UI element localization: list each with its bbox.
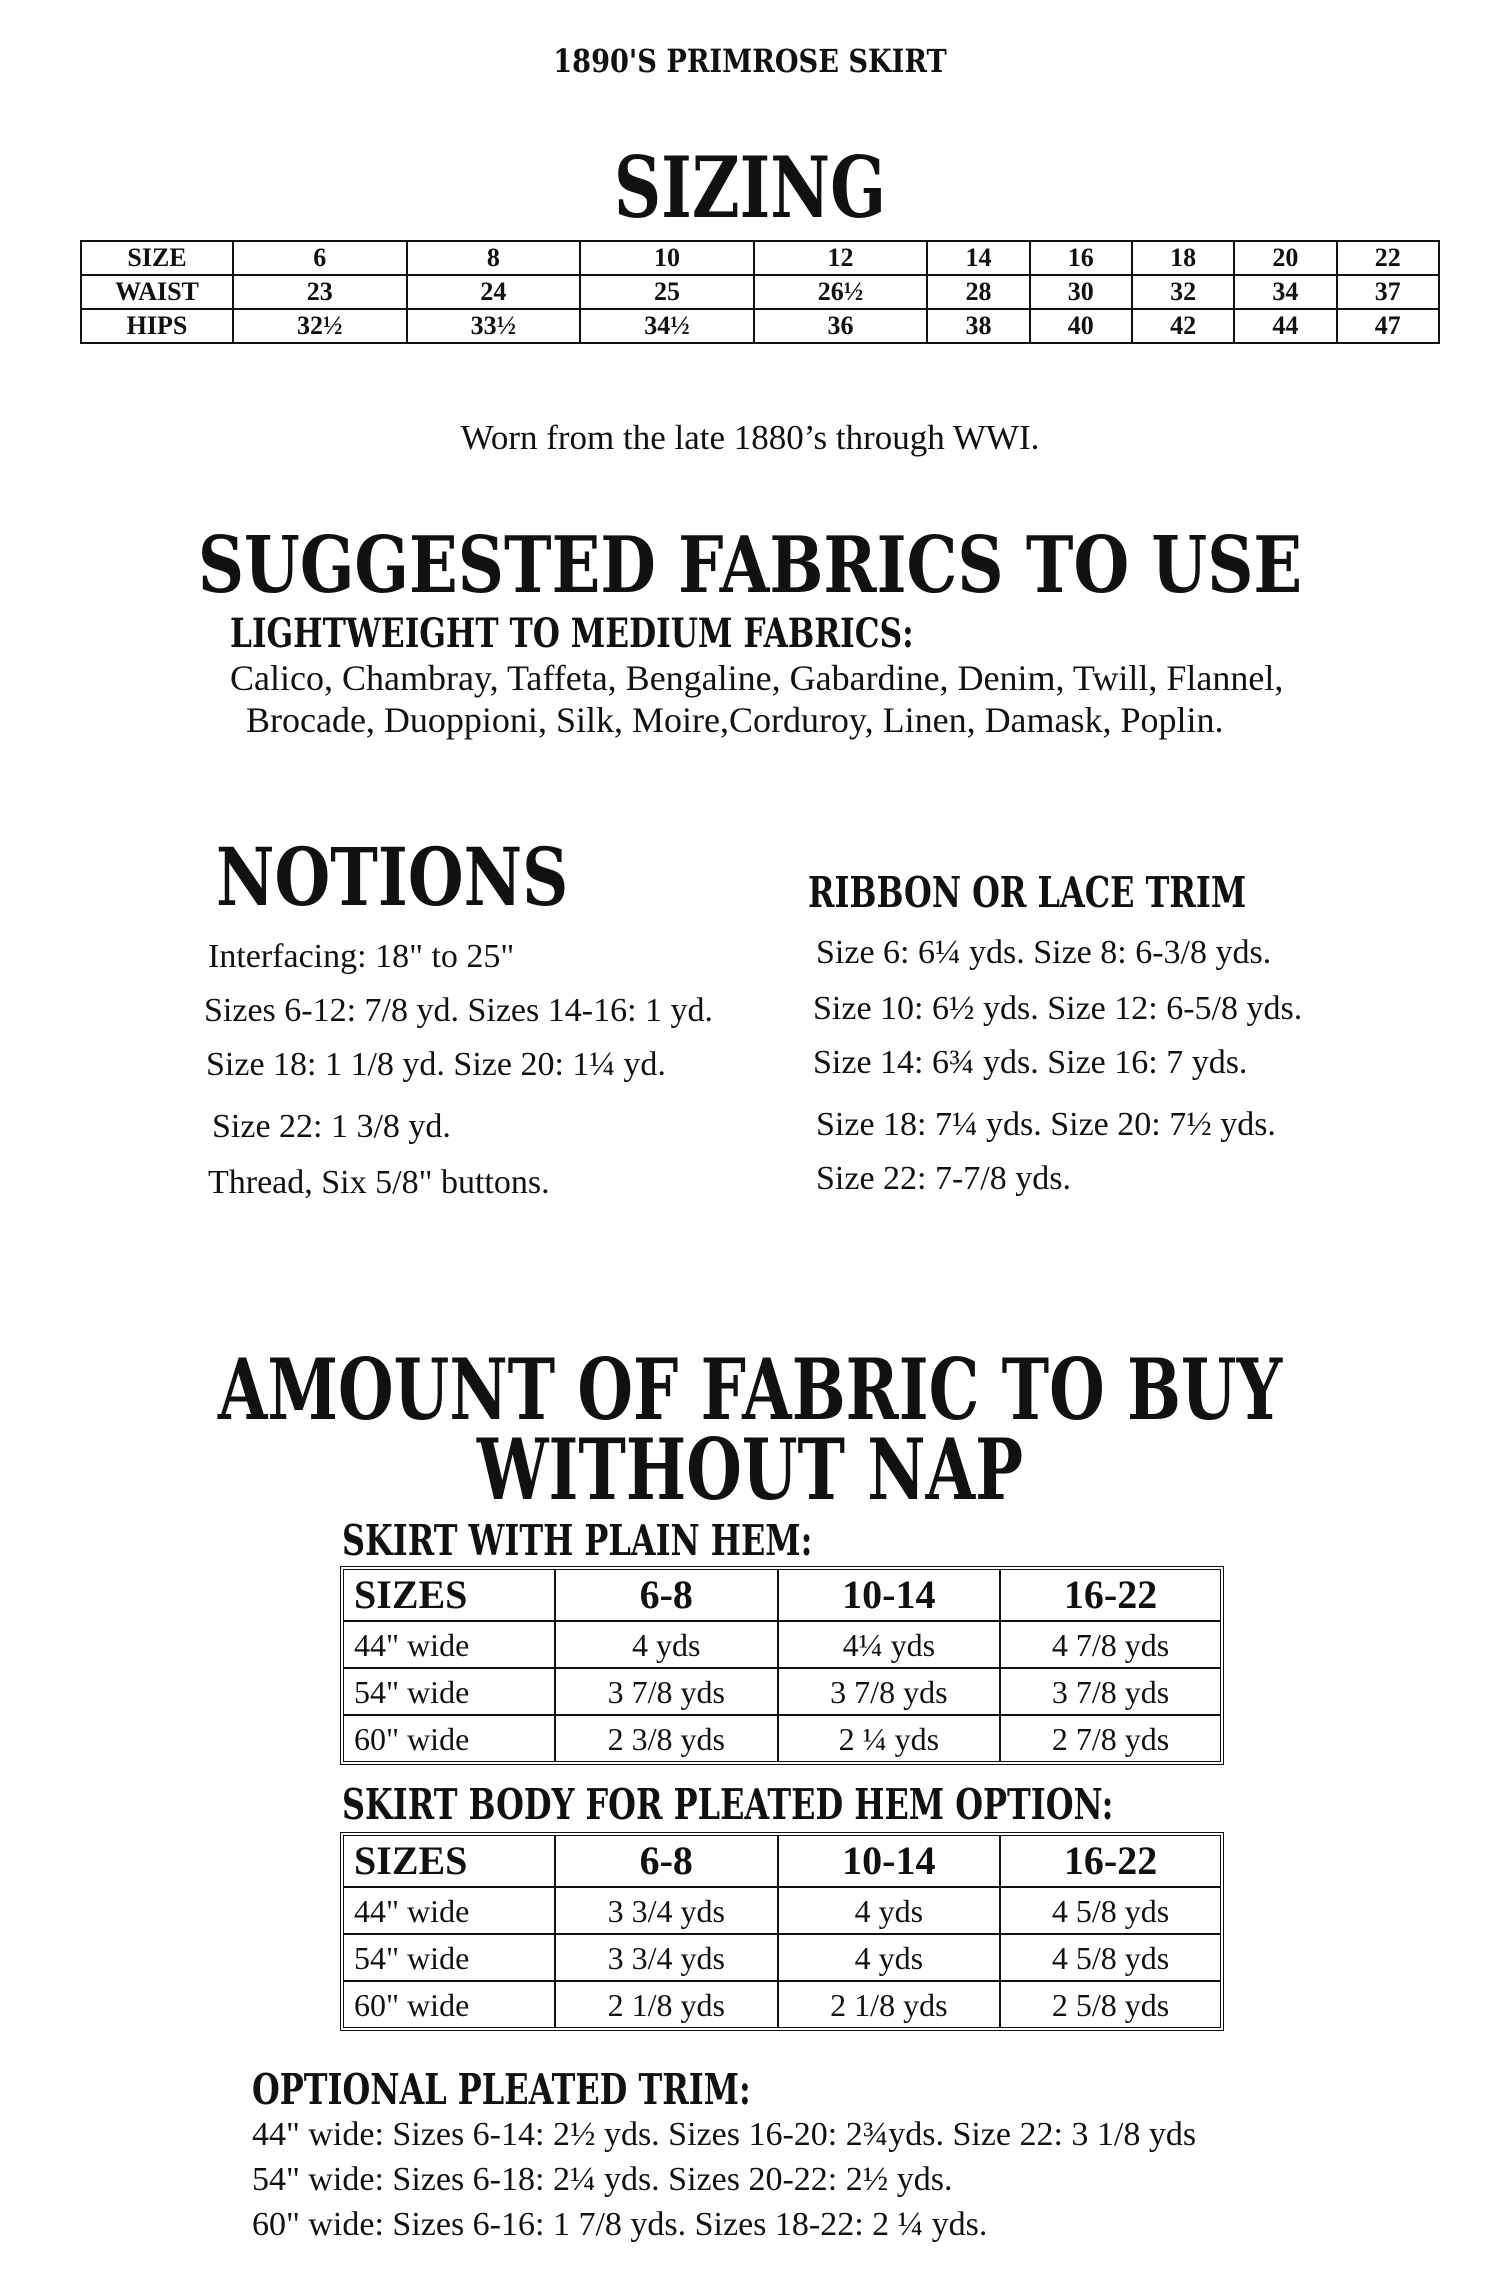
width-cell: 60" wide xyxy=(344,1716,556,1761)
yardage-cell: 2 7/8 yds xyxy=(1051,1720,1170,1757)
size-cell: 8 xyxy=(407,241,581,275)
notions-line: Sizes 6-12: 7/8 yd. Sizes 14-16: 1 yd. xyxy=(204,992,714,1029)
column-header: 10-14 xyxy=(779,1836,1002,1888)
row-label: HIPS xyxy=(81,309,233,343)
notions-line: Size 18: 1 1/8 yd. Size 20: 1¼ yd. xyxy=(206,1046,666,1083)
optional-trim-heading: OPTIONAL PLEATED TRIM: xyxy=(252,2065,751,2114)
table-row xyxy=(344,1888,1220,1935)
yardage-cell: 3 7/8 yds xyxy=(556,1669,779,1716)
notions-line: Thread, Six 5/8" buttons. xyxy=(208,1164,550,1201)
hips-cell: 38 xyxy=(927,309,1029,343)
sizing-heading: SIZING xyxy=(613,138,887,237)
pleated-hem-heading: SKIRT BODY FOR PLEATED HEM OPTION: xyxy=(342,1780,1114,1829)
width-cell: 60" wide xyxy=(344,1982,556,2027)
hips-cell: 47 xyxy=(1337,309,1439,343)
waist-cell: 23 xyxy=(233,275,407,309)
row-label: WAIST xyxy=(81,275,233,309)
optional-trim-line: 44" wide: Sizes 6-14: 2½ yds. Sizes 16-20: 2¾yds. Size 22: 3 1/8 yds xyxy=(252,2116,1197,2153)
yardage-cell: 3 3/4 yds xyxy=(556,1935,779,1982)
trim-line: Size 14: 6¾ yds. Size 16: 7 yds. xyxy=(813,1044,1248,1081)
waist-cell: 28 xyxy=(927,275,1029,309)
yardage-cell: 4 7/8 yds xyxy=(1001,1622,1220,1669)
yardage-cell: 2 ¼ yds xyxy=(779,1716,1002,1761)
width-cell: 54" wide xyxy=(344,1669,556,1716)
trim-line: Size 6: 6¼ yds. Size 8: 6-3/8 yds. xyxy=(816,934,1272,971)
yardage-cell: 4 5/8 yds xyxy=(1001,1888,1220,1935)
pleated-hem-table xyxy=(340,1832,1224,2031)
table-row xyxy=(344,1669,1220,1716)
notions-line: Size 22: 1 3/8 yd. xyxy=(212,1108,451,1145)
yardage-cell: 2 5/8 yds xyxy=(1051,1986,1170,2023)
plain-hem-heading: SKIRT WITH PLAIN HEM: xyxy=(342,1516,813,1565)
yardage-cell: 4 yds xyxy=(779,1888,1002,1935)
column-header: 16-22 xyxy=(1001,1836,1220,1888)
size-cell: 10 xyxy=(580,241,754,275)
waist-cell: 34 xyxy=(1234,275,1336,309)
size-cell: 14 xyxy=(927,241,1029,275)
table-row xyxy=(344,1622,1220,1669)
table-row xyxy=(344,1935,1220,1982)
yardage-cell: 4 yds xyxy=(556,1622,779,1669)
table-row xyxy=(344,1982,1220,2027)
size-cell: 16 xyxy=(1030,241,1132,275)
hips-cell: 33½ xyxy=(407,309,581,343)
column-header: SIZES xyxy=(344,1836,556,1888)
yardage-cell: 3 7/8 yds xyxy=(1001,1669,1220,1716)
plain-hem-table xyxy=(340,1566,1224,1765)
optional-trim-line: 54" wide: Sizes 6-18: 2¼ yds. Sizes 20-22: 2½ yds. xyxy=(252,2161,953,2198)
size-cell: 6 xyxy=(233,241,407,275)
column-header: 16-22 xyxy=(1001,1570,1220,1622)
yardage-cell: 4¼ yds xyxy=(779,1622,1002,1669)
hips-cell: 44 xyxy=(1234,309,1336,343)
column-header: 6-8 xyxy=(556,1570,779,1622)
column-header: 6-8 xyxy=(556,1836,779,1888)
trim-line: Size 22: 7-7/8 yds. xyxy=(816,1160,1071,1197)
size-cell: 22 xyxy=(1337,241,1439,275)
hips-cell: 42 xyxy=(1132,309,1234,343)
fabrics-heading: SUGGESTED FABRICS TO USE xyxy=(197,520,1303,611)
yardage-cell: 3 7/8 yds xyxy=(779,1669,1002,1716)
table-header-row xyxy=(344,1836,1220,1888)
waist-cell: 32 xyxy=(1132,275,1234,309)
size-cell: 12 xyxy=(754,241,928,275)
yardage-cell: 4 5/8 yds xyxy=(1001,1935,1220,1982)
table-row xyxy=(344,1716,1220,1761)
hips-cell: 40 xyxy=(1030,309,1132,343)
sizing-row-waist xyxy=(81,275,1439,309)
sizing-table xyxy=(80,240,1440,344)
waist-cell: 24 xyxy=(407,275,581,309)
hips-cell: 34½ xyxy=(580,309,754,343)
sizing-row-size xyxy=(81,241,1439,275)
size-cell: 20 xyxy=(1234,241,1336,275)
notions-heading: NOTIONS xyxy=(216,830,569,924)
yardage-cell: 2 3/8 yds xyxy=(556,1716,779,1761)
hips-cell: 32½ xyxy=(233,309,407,343)
width-cell: 54" wide xyxy=(344,1935,556,1982)
yardage-cell: 4 yds xyxy=(779,1935,1002,1982)
width-cell: 44" wide xyxy=(344,1622,556,1669)
yardage-cell: 2 1/8 yds xyxy=(556,1982,779,2027)
trim-heading: RIBBON OR LACE TRIM xyxy=(808,868,1247,917)
fabrics-line-2: Brocade, Duoppioni, Silk, Moire,Corduroy, Linen, Damask, Poplin. xyxy=(246,700,1224,740)
yardage-cell: 3 3/4 yds xyxy=(556,1888,779,1935)
column-header: SIZES xyxy=(344,1570,556,1622)
sizing-row-hips xyxy=(81,309,1439,343)
waist-cell: 25 xyxy=(580,275,754,309)
fabrics-subheading: LIGHTWEIGHT TO MEDIUM FABRICS: xyxy=(230,610,914,657)
amount-heading-line-1: AMOUNT OF FABRIC TO BUY xyxy=(217,1340,1283,1439)
notions-line: Interfacing: 18" to 25" xyxy=(208,938,515,975)
era-note: Worn from the late 1880’s through WWI. xyxy=(460,418,1040,457)
column-header: 10-14 xyxy=(779,1570,1002,1622)
trim-line: Size 10: 6½ yds. Size 12: 6-5/8 yds. xyxy=(813,990,1303,1027)
yardage-cell: 2 1/8 yds xyxy=(779,1982,1002,2027)
document-title: 1890'S PRIMROSE SKIRT xyxy=(553,42,947,80)
size-cell: 18 xyxy=(1132,241,1234,275)
optional-trim-line: 60" wide: Sizes 6-16: 1 7/8 yds. Sizes 18-22: 2 ¼ yds. xyxy=(252,2206,988,2243)
fabrics-line-1: Calico, Chambray, Taffeta, Bengaline, Gabardine, Denim, Twill, Flannel, xyxy=(230,658,1284,698)
hips-cell: 36 xyxy=(754,309,928,343)
table-header-row xyxy=(344,1570,1220,1622)
waist-cell: 26½ xyxy=(754,275,928,309)
waist-cell: 37 xyxy=(1337,275,1439,309)
amount-heading-line-2: WITHOUT NAP xyxy=(476,1420,1024,1519)
trim-line: Size 18: 7¼ yds. Size 20: 7½ yds. xyxy=(816,1106,1276,1143)
waist-cell: 30 xyxy=(1030,275,1132,309)
width-cell: 44" wide xyxy=(344,1888,556,1935)
row-label: SIZE xyxy=(81,241,233,275)
